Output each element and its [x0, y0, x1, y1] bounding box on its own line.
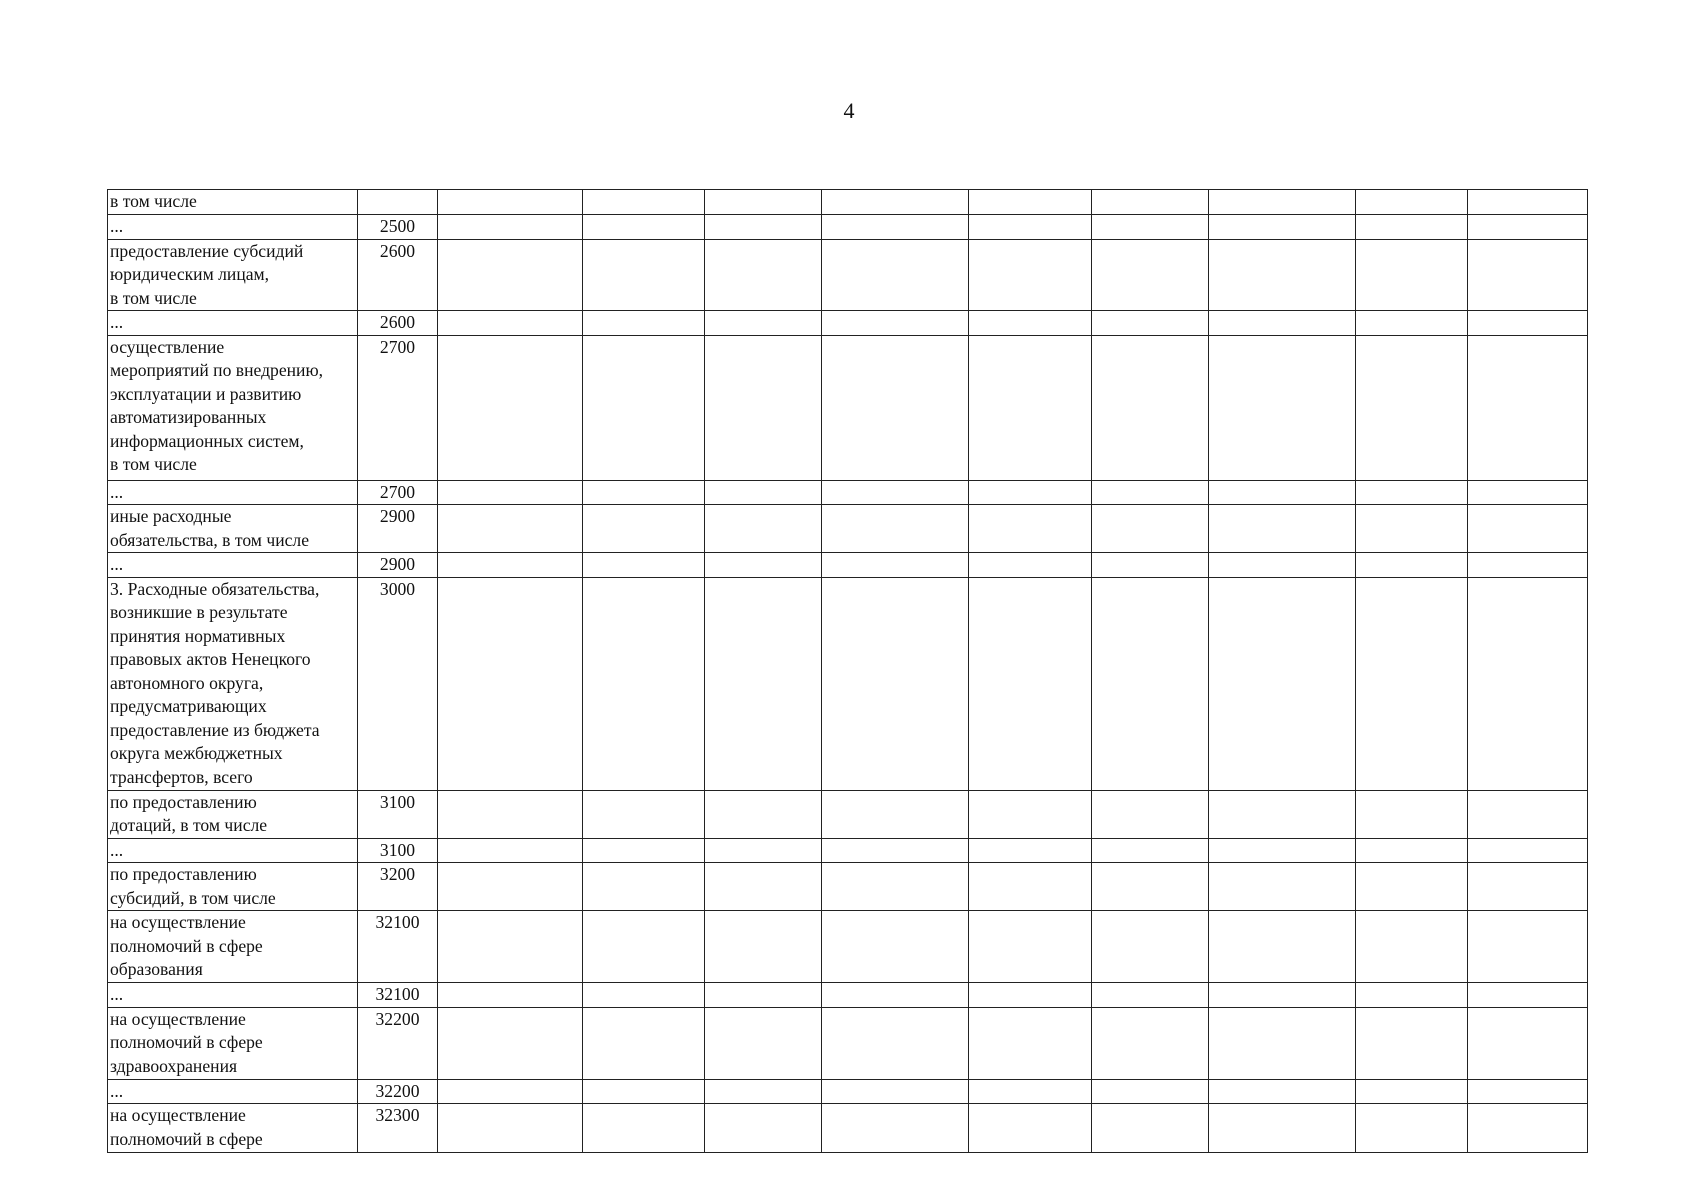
value-cell	[438, 553, 583, 578]
row-name-cell: по предоставлению субсидий, в том числе	[108, 863, 358, 911]
value-cell	[969, 838, 1092, 863]
value-cell	[1092, 983, 1209, 1008]
value-cell	[705, 311, 822, 336]
value-cell	[583, 863, 705, 911]
value-cell	[1209, 1104, 1356, 1153]
value-cell	[1092, 553, 1209, 578]
value-cell	[1356, 553, 1468, 578]
value-cell	[438, 335, 583, 480]
value-cell	[1092, 577, 1209, 790]
value-cell	[1209, 311, 1356, 336]
value-cell	[583, 838, 705, 863]
value-cell	[438, 505, 583, 553]
value-cell	[438, 190, 583, 215]
value-cell	[1356, 190, 1468, 215]
value-cell	[705, 1079, 822, 1104]
value-cell	[1209, 577, 1356, 790]
row-code-cell	[358, 190, 438, 215]
value-cell	[438, 577, 583, 790]
value-cell	[1209, 911, 1356, 983]
value-cell	[705, 790, 822, 838]
value-cell	[1356, 1079, 1468, 1104]
row-name-cell: ...	[108, 838, 358, 863]
value-cell	[822, 1104, 969, 1153]
value-cell	[822, 311, 969, 336]
value-cell	[1468, 311, 1588, 336]
row-name-cell: ...	[108, 311, 358, 336]
value-cell	[822, 863, 969, 911]
value-cell	[969, 553, 1092, 578]
value-cell	[583, 1007, 705, 1079]
value-cell	[705, 1007, 822, 1079]
value-cell	[1209, 239, 1356, 311]
value-cell	[1468, 790, 1588, 838]
value-cell	[969, 1104, 1092, 1153]
table-row	[108, 983, 1588, 1008]
value-cell	[438, 790, 583, 838]
value-cell	[969, 863, 1092, 911]
value-cell	[1356, 790, 1468, 838]
value-cell	[969, 577, 1092, 790]
value-cell	[1356, 480, 1468, 505]
row-name-cell: иные расходные обязательства, в том числе	[108, 505, 358, 553]
row-code-cell: 2900	[358, 553, 438, 578]
value-cell	[1356, 311, 1468, 336]
value-cell	[1356, 911, 1468, 983]
value-cell	[1209, 190, 1356, 215]
row-name-cell: осуществление мероприятий по внедрению, эксплуатации и развитию автоматизированных информационных систем, в том числе	[108, 335, 358, 480]
value-cell	[1092, 838, 1209, 863]
row-code-cell: 3200	[358, 863, 438, 911]
value-cell	[1092, 480, 1209, 505]
value-cell	[1356, 577, 1468, 790]
row-code-cell: 2600	[358, 239, 438, 311]
value-cell	[705, 911, 822, 983]
value-cell	[1468, 577, 1588, 790]
value-cell	[969, 1007, 1092, 1079]
value-cell	[1092, 911, 1209, 983]
row-code-cell: 3000	[358, 577, 438, 790]
value-cell	[705, 983, 822, 1008]
row-name-cell: на осуществление полномочий в сфере здравоохранения	[108, 1007, 358, 1079]
value-cell	[705, 505, 822, 553]
value-cell	[822, 911, 969, 983]
row-code-cell: 32200	[358, 1079, 438, 1104]
value-cell	[438, 239, 583, 311]
value-cell	[822, 983, 969, 1008]
value-cell	[705, 239, 822, 311]
value-cell	[822, 505, 969, 553]
table-row	[108, 863, 1588, 911]
row-code-cell: 2600	[358, 311, 438, 336]
row-name-cell: ...	[108, 215, 358, 240]
value-cell	[1209, 838, 1356, 863]
value-cell	[705, 863, 822, 911]
value-cell	[1092, 190, 1209, 215]
table-row	[108, 335, 1588, 480]
value-cell	[969, 505, 1092, 553]
value-cell	[1209, 505, 1356, 553]
value-cell	[438, 863, 583, 911]
value-cell	[1209, 1007, 1356, 1079]
value-cell	[822, 577, 969, 790]
value-cell	[1092, 863, 1209, 911]
value-cell	[1092, 505, 1209, 553]
table-row	[108, 1007, 1588, 1079]
row-name-cell: 3. Расходные обязательства, возникшие в результате принятия нормативных правовых актов Ненецкого автономного округа, предусматривающих предоставление из бюджета округа межбюджетных трансфертов, всего	[108, 577, 358, 790]
value-cell	[705, 838, 822, 863]
table-row	[108, 215, 1588, 240]
value-cell	[438, 911, 583, 983]
value-cell	[969, 983, 1092, 1008]
value-cell	[1468, 239, 1588, 311]
row-name-cell: ...	[108, 1079, 358, 1104]
value-cell	[1356, 1007, 1468, 1079]
value-cell	[583, 577, 705, 790]
row-code-cell: 2700	[358, 480, 438, 505]
row-name-cell: ...	[108, 553, 358, 578]
value-cell	[1468, 480, 1588, 505]
row-code-cell: 2500	[358, 215, 438, 240]
value-cell	[1209, 863, 1356, 911]
row-name-cell: ...	[108, 480, 358, 505]
value-cell	[1092, 215, 1209, 240]
expenditure-obligations-table	[107, 189, 1588, 1153]
value-cell	[1468, 863, 1588, 911]
value-cell	[969, 480, 1092, 505]
row-code-cell: 32100	[358, 911, 438, 983]
value-cell	[583, 311, 705, 336]
value-cell	[583, 215, 705, 240]
value-cell	[1092, 335, 1209, 480]
value-cell	[438, 983, 583, 1008]
row-name-cell: на осуществление полномочий в сфере образования	[108, 911, 358, 983]
value-cell	[1468, 1079, 1588, 1104]
value-cell	[1356, 983, 1468, 1008]
table-row	[108, 1079, 1588, 1104]
value-cell	[822, 553, 969, 578]
value-cell	[705, 1104, 822, 1153]
value-cell	[1209, 790, 1356, 838]
value-cell	[1092, 790, 1209, 838]
value-cell	[705, 480, 822, 505]
value-cell	[1356, 239, 1468, 311]
value-cell	[583, 480, 705, 505]
table-body	[108, 190, 1588, 1153]
table-row	[108, 553, 1588, 578]
value-cell	[1209, 1079, 1356, 1104]
row-name-cell: ...	[108, 983, 358, 1008]
value-cell	[1092, 1007, 1209, 1079]
row-code-cell: 3100	[358, 790, 438, 838]
value-cell	[583, 790, 705, 838]
value-cell	[1468, 838, 1588, 863]
value-cell	[705, 577, 822, 790]
value-cell	[1209, 335, 1356, 480]
value-cell	[1356, 215, 1468, 240]
value-cell	[1468, 553, 1588, 578]
value-cell	[1356, 505, 1468, 553]
value-cell	[438, 838, 583, 863]
table-row	[108, 311, 1588, 336]
value-cell	[583, 505, 705, 553]
value-cell	[1356, 838, 1468, 863]
row-code-cell: 2700	[358, 335, 438, 480]
value-cell	[438, 1007, 583, 1079]
value-cell	[583, 335, 705, 480]
value-cell	[1209, 215, 1356, 240]
value-cell	[822, 480, 969, 505]
value-cell	[1209, 480, 1356, 505]
row-name-cell: на осуществление полномочий в сфере	[108, 1104, 358, 1153]
value-cell	[705, 335, 822, 480]
value-cell	[1468, 215, 1588, 240]
value-cell	[1209, 553, 1356, 578]
value-cell	[438, 1104, 583, 1153]
value-cell	[1468, 911, 1588, 983]
value-cell	[822, 838, 969, 863]
value-cell	[822, 1007, 969, 1079]
value-cell	[1468, 1007, 1588, 1079]
value-cell	[438, 1079, 583, 1104]
value-cell	[822, 190, 969, 215]
value-cell	[969, 790, 1092, 838]
value-cell	[969, 215, 1092, 240]
value-cell	[822, 335, 969, 480]
value-cell	[1092, 1079, 1209, 1104]
value-cell	[438, 215, 583, 240]
row-name-cell: по предоставлению дотаций, в том числе	[108, 790, 358, 838]
table-row	[108, 480, 1588, 505]
value-cell	[969, 239, 1092, 311]
value-cell	[1468, 1104, 1588, 1153]
value-cell	[822, 790, 969, 838]
value-cell	[1209, 983, 1356, 1008]
value-cell	[705, 215, 822, 240]
value-cell	[822, 1079, 969, 1104]
value-cell	[1468, 505, 1588, 553]
row-code-cell: 2900	[358, 505, 438, 553]
value-cell	[705, 190, 822, 215]
value-cell	[1356, 335, 1468, 480]
row-code-cell: 32300	[358, 1104, 438, 1153]
value-cell	[438, 311, 583, 336]
value-cell	[969, 1079, 1092, 1104]
value-cell	[1092, 239, 1209, 311]
value-cell	[583, 1104, 705, 1153]
row-name-cell: предоставление субсидий юридическим лицам, в том числе	[108, 239, 358, 311]
row-code-cell: 3100	[358, 838, 438, 863]
value-cell	[969, 311, 1092, 336]
table-row	[108, 239, 1588, 311]
value-cell	[1468, 335, 1588, 480]
table-row	[108, 790, 1588, 838]
table-row	[108, 911, 1588, 983]
value-cell	[1356, 863, 1468, 911]
row-name-cell: в том числе	[108, 190, 358, 215]
row-code-cell: 32100	[358, 983, 438, 1008]
value-cell	[1092, 311, 1209, 336]
value-cell	[583, 1079, 705, 1104]
value-cell	[583, 911, 705, 983]
table-row	[108, 838, 1588, 863]
table-row	[108, 190, 1588, 215]
table-row	[108, 505, 1588, 553]
value-cell	[705, 553, 822, 578]
value-cell	[583, 190, 705, 215]
value-cell	[1356, 1104, 1468, 1153]
value-cell	[822, 215, 969, 240]
value-cell	[438, 480, 583, 505]
page-number: 4	[843, 98, 855, 123]
value-cell	[969, 335, 1092, 480]
value-cell	[583, 983, 705, 1008]
value-cell	[969, 190, 1092, 215]
value-cell	[583, 239, 705, 311]
value-cell	[1092, 1104, 1209, 1153]
value-cell	[583, 553, 705, 578]
row-code-cell: 32200	[358, 1007, 438, 1079]
value-cell	[822, 239, 969, 311]
value-cell	[1468, 983, 1588, 1008]
table-row	[108, 577, 1588, 790]
value-cell	[1468, 190, 1588, 215]
value-cell	[969, 911, 1092, 983]
table-row	[108, 1104, 1588, 1153]
